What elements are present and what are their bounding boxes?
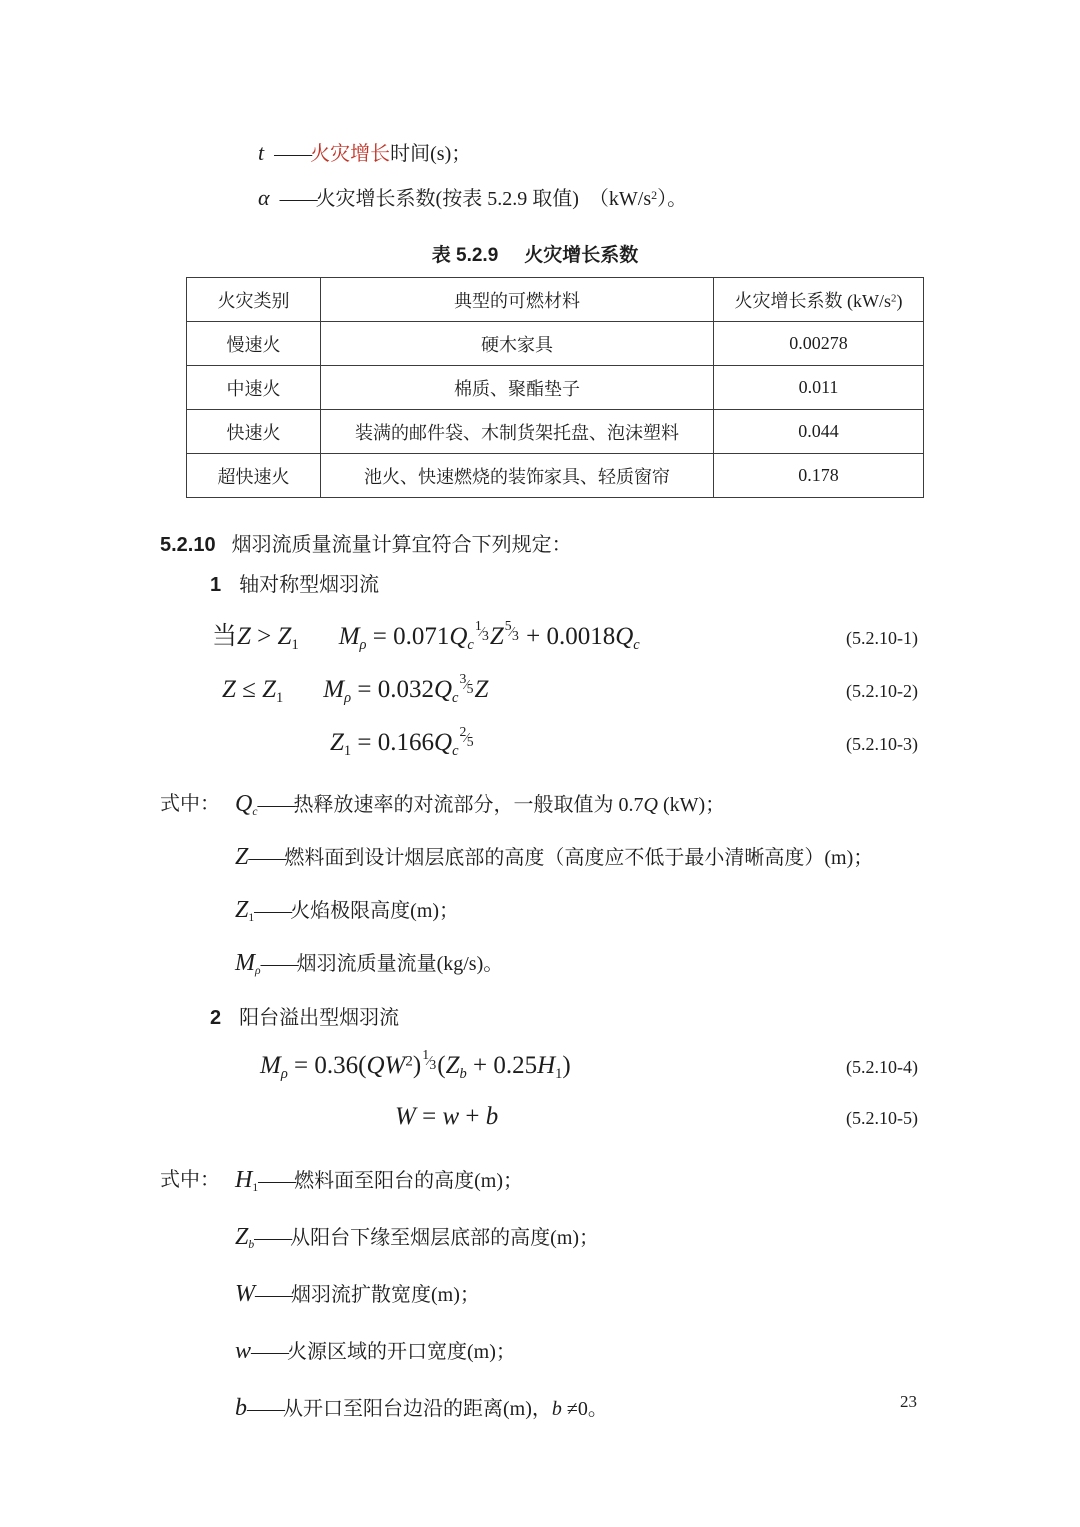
symbol: M <box>235 950 255 976</box>
subitem-2 <box>210 1003 918 1033</box>
cell-coefficient: 0.00278 <box>714 322 924 366</box>
definition-text: 从阳台下缘至烟层底部的高度(m)； <box>290 1227 600 1249</box>
definition-item: $M_\rho——$烟羽流质量流量(kg/s)。 <box>235 950 504 978</box>
symbol-alpha: α <box>258 185 270 210</box>
subitem-title: 轴对称型烟羽流 <box>239 574 380 596</box>
definition-line-t <box>258 0 918 169</box>
cell-coefficient: 0.044 <box>714 410 924 454</box>
shizhong-label: 式中： <box>160 1169 220 1191</box>
cell-fire-class: 快速火 <box>187 410 321 454</box>
cell-coefficient: 0.011 <box>714 366 924 410</box>
header-fire-class: 火灾类别 <box>187 278 321 322</box>
definition-item: W——烟羽流扩散宽度(m)； <box>235 1281 480 1307</box>
definitions-block-2 <box>160 1163 918 1426</box>
definition-text: 热释放速率的对流部分，一般取值为 0.7 <box>293 794 644 816</box>
definitions-block-1 <box>160 787 918 981</box>
equation-5-2-10-5 <box>160 1094 918 1141</box>
equation-number: (5.2.10-1) <box>846 628 918 648</box>
definition-text: 火灾增长系数(按表 5.2.9 取值) <box>315 188 579 210</box>
symbol-t: t <box>258 140 265 165</box>
symbol: Z <box>235 897 249 923</box>
cell-materials: 硬木家具 <box>321 322 714 366</box>
subitem-1 <box>210 570 918 600</box>
definition-text: 燃料面至阳台的高度(m)； <box>294 1170 524 1192</box>
definition-text: 烟羽流质量流量(kg/s)。 <box>296 953 504 975</box>
definition-text: 火焰极限高度(m)； <box>290 900 460 922</box>
equation-body: W = w + b <box>395 1103 499 1130</box>
cell-materials: 棉质、聚酯垫子 <box>321 366 714 410</box>
subitem-title: 阳台溢出型烟羽流 <box>239 1007 400 1029</box>
fire-growth-coefficient-table <box>186 277 924 498</box>
clause-number: 5.2.10 <box>160 534 216 556</box>
definition-item: b——从开口至阳台边沿的距离(m)，b ≠0。 <box>235 1395 608 1421</box>
page-number: 23 <box>900 1392 917 1411</box>
symbol: b <box>235 1395 247 1421</box>
symbol: Z <box>235 844 249 870</box>
cell-fire-class: 中速火 <box>187 366 321 410</box>
equation-5-2-10-3 <box>160 720 918 767</box>
definition-text: 火源区域的开口宽度(m)； <box>287 1341 516 1363</box>
equation-condition: 当$Z > Z_1$ <box>212 623 299 654</box>
table-row <box>187 366 924 410</box>
em-dash: —— <box>274 143 311 165</box>
definition-text: 从开口至阳台边沿的距离(m)， <box>283 1398 552 1420</box>
unit-text: （kW/s <box>588 188 652 210</box>
shizhong-label: 式中： <box>160 793 220 815</box>
page-content <box>160 0 918 1426</box>
em-dash: —— <box>279 188 316 210</box>
unit-superscript: 2 <box>651 188 658 202</box>
equation-number: (5.2.10-4) <box>846 1057 918 1077</box>
equation-condition: $Z \le Z_1$ <box>222 676 284 707</box>
definition-item: 式中： $Q_c——$热释放速率的对流部分，一般取值为 0.7Q (kW)； <box>235 787 918 822</box>
symbol: Z <box>235 1224 249 1250</box>
equation-body: $M_\rho$ = $0.071Q_c1⁄$ 3Z5⁄ $3 + 0.0018Q_c$ <box>339 614 640 660</box>
header-unit-superscript: 2 <box>891 292 897 305</box>
equation-5-2-10-4 <box>160 1043 918 1090</box>
cell-materials: 装满的邮件袋、木制货架托盘、泡沫塑料 <box>321 410 714 454</box>
equation-5-2-10-1 <box>160 614 918 661</box>
equation-number: (5.2.10-2) <box>846 681 918 701</box>
clause-title: 烟羽流质量流量计算宜符合下列规定： <box>231 534 572 556</box>
definition-item: $Z_1——$火焰极限高度(m)； <box>235 897 460 925</box>
definition-text: 烟羽流扩散宽度(m)； <box>291 1284 480 1306</box>
definition-item: Z——燃料面到设计烟层底部的高度（高度应不低于最小清晰高度）(m)； <box>235 844 874 870</box>
cell-coefficient: 0.178 <box>714 454 924 498</box>
highlighted-text: 火灾增长 <box>310 143 391 165</box>
table-header-row <box>187 278 924 322</box>
table-caption <box>186 240 884 267</box>
definition-line-alpha <box>258 183 918 214</box>
definition-text: 时间(s)； <box>390 143 472 165</box>
table-row <box>187 454 924 498</box>
equation-number: (5.2.10-3) <box>846 734 918 754</box>
table-row <box>187 410 924 454</box>
symbol: H <box>235 1167 253 1193</box>
definition-text: 燃料面到设计烟层底部的高度（高度应不低于最小清晰高度）(m)； <box>284 847 874 869</box>
equation-body: $M_\rho$ = $0.032Q_c3⁄$ 5Z <box>323 667 488 713</box>
symbol: W <box>235 1281 255 1307</box>
equation-body: $M_\rho$ = $0.36(QW^2)1⁄$ $3(Z_b + 0.25H_1)$ <box>260 1043 571 1089</box>
equation-5-2-10-2 <box>160 667 918 714</box>
subitem-number: 2 <box>210 1007 222 1029</box>
definition-item: w——火源区域的开口宽度(m)； <box>235 1338 516 1364</box>
table-row <box>187 322 924 366</box>
subitem-number: 1 <box>210 574 222 596</box>
equation-body: $Z_1$ = $0.166Q_c2⁄$ 5 <box>330 720 475 766</box>
equation-number: (5.2.10-5) <box>846 1108 918 1128</box>
clause-5-2-10 <box>160 530 918 560</box>
table-caption-label: 表 5.2.9 <box>431 245 499 266</box>
definition-item: $Z_b——$从阳台下缘至烟层底部的高度(m)； <box>235 1224 600 1252</box>
symbol: Q <box>235 791 253 817</box>
header-growth-coefficient: 火灾增长系数 $(kW/s^2)$ <box>714 278 924 322</box>
symbol: w <box>235 1338 252 1364</box>
cell-fire-class: 超快速火 <box>187 454 321 498</box>
cell-fire-class: 慢速火 <box>187 322 321 366</box>
definition-item: 式中： $H_1——$燃料面至阳台的高度(m)； <box>235 1163 918 1198</box>
cell-materials: 池火、快速燃烧的装饰家具、轻质窗帘 <box>321 454 714 498</box>
unit-text-close: ）。 <box>657 188 688 210</box>
table-caption-title: 火灾增长系数 <box>524 245 639 266</box>
header-typical-materials: 典型的可燃材料 <box>321 278 714 322</box>
